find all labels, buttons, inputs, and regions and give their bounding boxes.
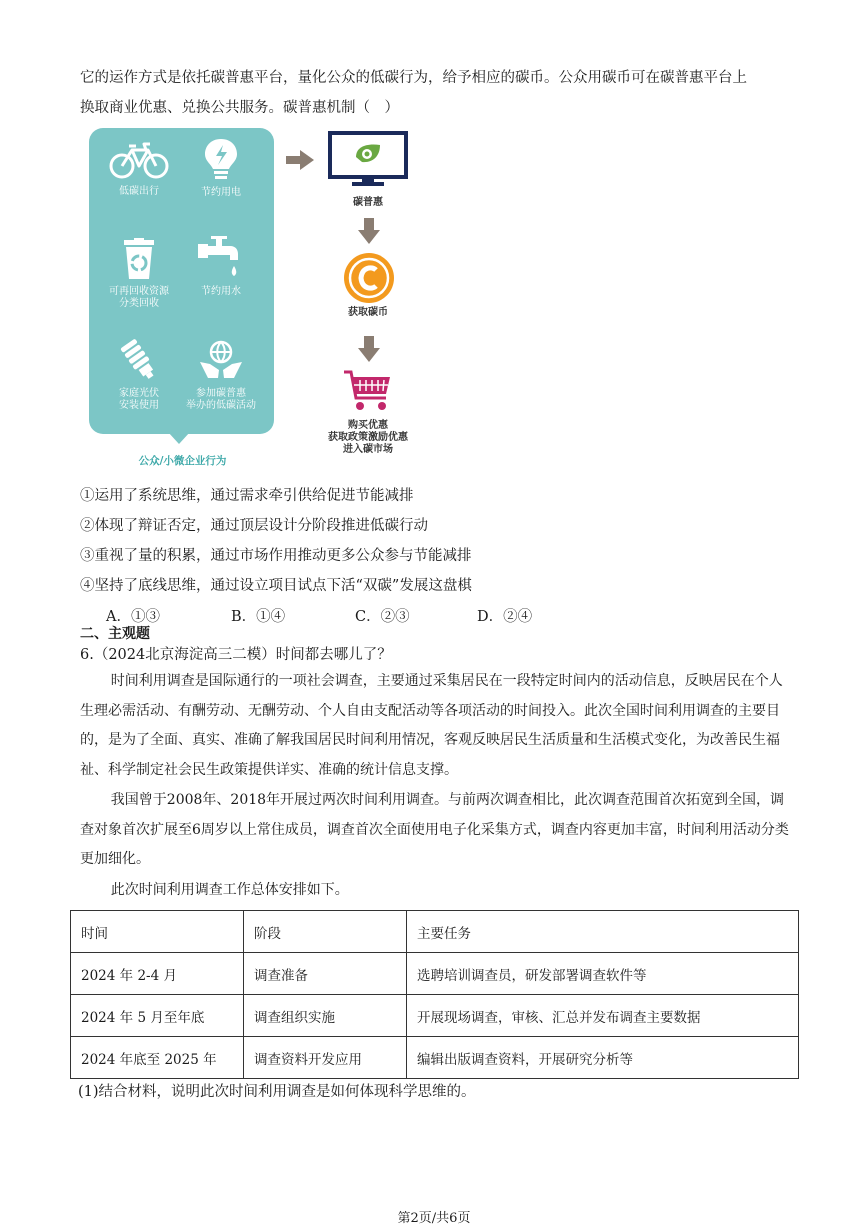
cell-save-electricity <box>181 137 261 199</box>
page-footer: 第2页/共6页 <box>397 1211 471 1226</box>
table-cell: 调查资料开发应用 <box>244 1037 407 1079</box>
shopping-cart-icon <box>342 368 394 412</box>
arrow-right-icon <box>286 150 314 170</box>
option-c: C．②③ <box>355 609 410 625</box>
intro-line-1: 它的运作方式是依托碳普惠平台，量化公众的低碳行为，给予相应的碳币。公众用碳币可在碳普惠平台上 <box>80 70 747 86</box>
arrow-down-icon <box>358 218 380 244</box>
table-cell: 2024 年 2-4 月 <box>71 953 244 995</box>
paragraph-3: 此次时间利用调查工作总体安排如下。 <box>110 882 349 898</box>
hands-globe-icon <box>198 338 244 382</box>
cell-home-solar <box>99 338 179 412</box>
bicycle-icon <box>108 140 170 180</box>
cell-label: 节约用电 <box>201 187 241 198</box>
behavior-panel-pointer <box>168 432 190 444</box>
sub-question-1: (1)结合材料，说明此次时间利用调查是如何体现科学思维的。 <box>78 1084 476 1100</box>
table-header-row <box>71 911 799 953</box>
table-cell: 编辑出版调查资料，开展研究分析等 <box>407 1037 799 1079</box>
statement-4: ④坚持了底线思维，通过设立项目试点下活“双碳”发展这盘棋 <box>80 578 472 594</box>
monitor-icon <box>328 131 408 187</box>
option-b: B．①④ <box>231 609 286 625</box>
cell-label: 参加碳普惠 举办的低碳活动 <box>186 388 256 411</box>
option-d: D．②④ <box>477 609 533 625</box>
intro-line-2: 换取商业优惠、兑换公共服务。碳普惠机制（ ） <box>80 100 399 116</box>
statement-3: ③重视了量的积累，通过市场作用推动更多公众参与节能减排 <box>80 548 472 564</box>
solar-lamp-icon <box>116 338 162 382</box>
cell-low-carbon-travel <box>99 140 179 198</box>
recycle-bin-icon <box>121 238 157 280</box>
table-cell: 2024 年底至 2025 年 <box>71 1037 244 1079</box>
cell-label: 可再回收资源 分类回收 <box>109 286 169 309</box>
table-cell: 2024 年 5 月至年底 <box>71 995 244 1037</box>
coin-label: 获取碳币 <box>348 307 388 318</box>
option-a: A．①③ <box>106 609 160 625</box>
table-header-cell: 时间 <box>71 911 244 953</box>
question-6-title: 6.（2024北京海淀高三二模）时间都去哪儿了？ <box>80 647 392 663</box>
statement-1: ①运用了系统思维，通过需求牵引供给促进节能减排 <box>80 488 414 504</box>
table-row <box>71 995 799 1037</box>
panel-caption: 公众/小微企业行为 <box>138 455 227 467</box>
cart-label: 购买优惠 获取政策激励优惠 进入碳市场 <box>328 420 408 455</box>
faucet-icon <box>196 236 246 280</box>
table-cell: 选聘培训调查员，研发部署调查软件等 <box>407 953 799 995</box>
table-cell: 调查准备 <box>244 953 407 995</box>
cell-label: 低碳出行 <box>119 186 159 197</box>
table-cell: 开展现场调查，审核、汇总并发布调查主要数据 <box>407 995 799 1037</box>
table-header-cell: 阶段 <box>244 911 407 953</box>
paragraph-2: 我国曾于2008年、2018年开展过两次时间利用调查。与前两次调查相比，此次调查范围首次拓宽到全国，调查对象首次扩展至6周岁以上常住成员，调查首次全面使用电子化采集方式，调查内容更加丰富，时间利用活动分类更加细化。 <box>80 792 789 867</box>
cell-recycle <box>99 238 179 310</box>
cell-save-water <box>181 236 261 298</box>
statement-2: ②体现了辩证否定，通过顶层设计分阶段推进低碳行动 <box>80 518 428 534</box>
cell-join-activity <box>181 338 261 412</box>
table-row <box>71 953 799 995</box>
table-header-cell: 主要任务 <box>407 911 799 953</box>
survey-plan-table <box>70 910 799 1079</box>
table-cell: 调查组织实施 <box>244 995 407 1037</box>
section-title: 二、主观题 <box>80 626 150 642</box>
lightbulb-icon <box>201 137 241 181</box>
table-row <box>71 1037 799 1079</box>
paragraph-1: 时间利用调查是国际通行的一项社会调查，主要通过采集居民在一段特定时间内的活动信息，反映居民在个人生理必需活动、有酬劳动、无酬劳动、个人自由支配活动等各项活动的时间投入。此次全国时间利用调查的主要目的，是为了全面、真实、准确了解我国居民时间利用情况，客观反映居民生活质量和生活模式变化，为改善民生福祉、科学制定社会民生政策提供详实、准确的统计信息支撑。 <box>80 673 783 778</box>
arrow-down-icon <box>358 336 380 362</box>
cell-label: 节约用水 <box>201 286 241 297</box>
carbon-coin-icon <box>343 252 395 304</box>
cell-label: 家庭光伏 安装使用 <box>119 388 159 411</box>
platform-label: 碳普惠 <box>353 197 383 208</box>
